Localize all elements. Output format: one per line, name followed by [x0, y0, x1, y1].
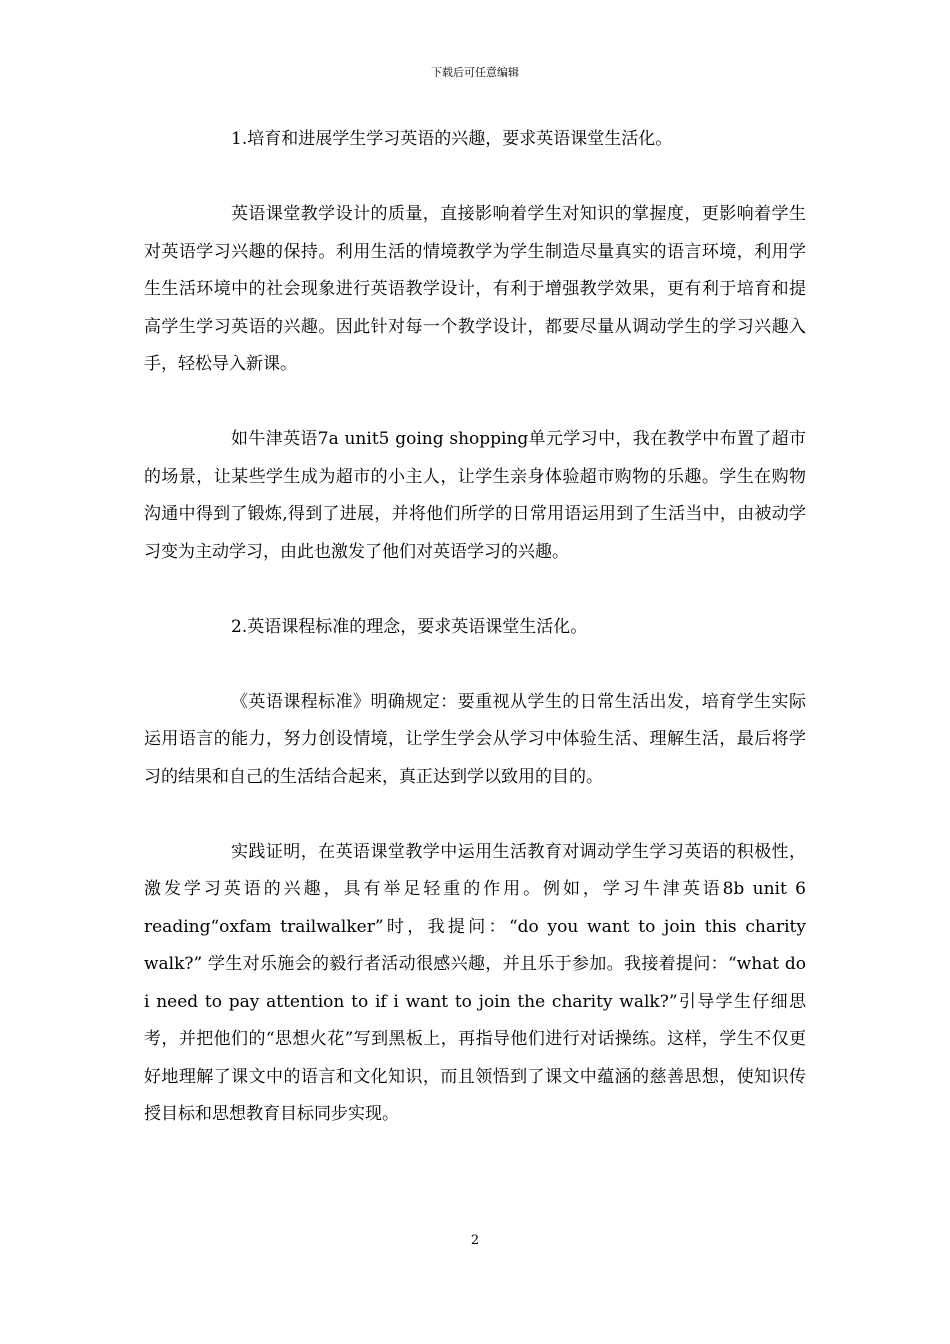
heading-1: 1.培育和进展学生学习英语的兴趣，要求英语课堂生活化。	[231, 129, 673, 149]
paragraph: 英语课堂教学设计的质量，直接影响着学生对知识的掌握度，更影响着学生对英语学习兴趣的保持。利用生活的情境教学为学生制造尽量真实的语言环境，利用学生生活环境中的社会现象进行英语教学设计，有利于增强教学效果，更有利于培育和提高学生学习英语的兴趣。因此针对每一个教学设计，都要尽量从调动学生的学习兴趣入手，轻松导入新课。	[144, 204, 806, 374]
paragraph: 如牛津英语7a unit5 going shopping单元学习中，我在教学中布置了超市的场景，让某些学生成为超市的小主人，让学生亲身体验超市购物的乐趣。学生在购物沟通中得到了锻炼,得到了进展，并将他们所学的日常用语运用到了生活当中，由被动学习变为主动学习，由此也激发了他们对英语学习的兴趣。	[144, 429, 806, 562]
heading-2: 2.英语课程标准的理念，要求英语课堂生活化。	[231, 616, 588, 637]
page-number: 2	[470, 1233, 480, 1248]
paragraph: 《英语课程标准》明确规定：要重视从学生的日常生活出发，培育学生实际运用语言的能力，努力创设情境，让学生学会从学习中体验生活、理解生活，最后将学习的结果和自己的生活结合起来，真正达到学以致用的目的。	[144, 691, 806, 787]
paragraph: 实践证明，在英语课堂教学中运用生活教育对调动学生学习英语的积极性，激发学习英语的兴趣，具有举足轻重的作用。例如，学习牛津英语8b unit 6 reading“oxfam trailwalker”时，我提问：“do you want to join this charity walk?” 学生对乐施会的毅行者活动很感兴趣，并且乐于参加。我接着提问：“what do i need to pay attention to if i want to join the charity walk?”引导学生仔细思考，并把他们的“思想火花”写到黑板上，再指导他们进行对话操练。这样，学生不仅更好地理解了课文中的语言和文化知识，而且领悟到了课文中蕴涵的慈善思想，使知识传授目标和思想教育目标同步实现。	[144, 841, 806, 1124]
page-header: 下载后可任意编辑	[431, 66, 519, 79]
document-body	[144, 121, 806, 1134]
